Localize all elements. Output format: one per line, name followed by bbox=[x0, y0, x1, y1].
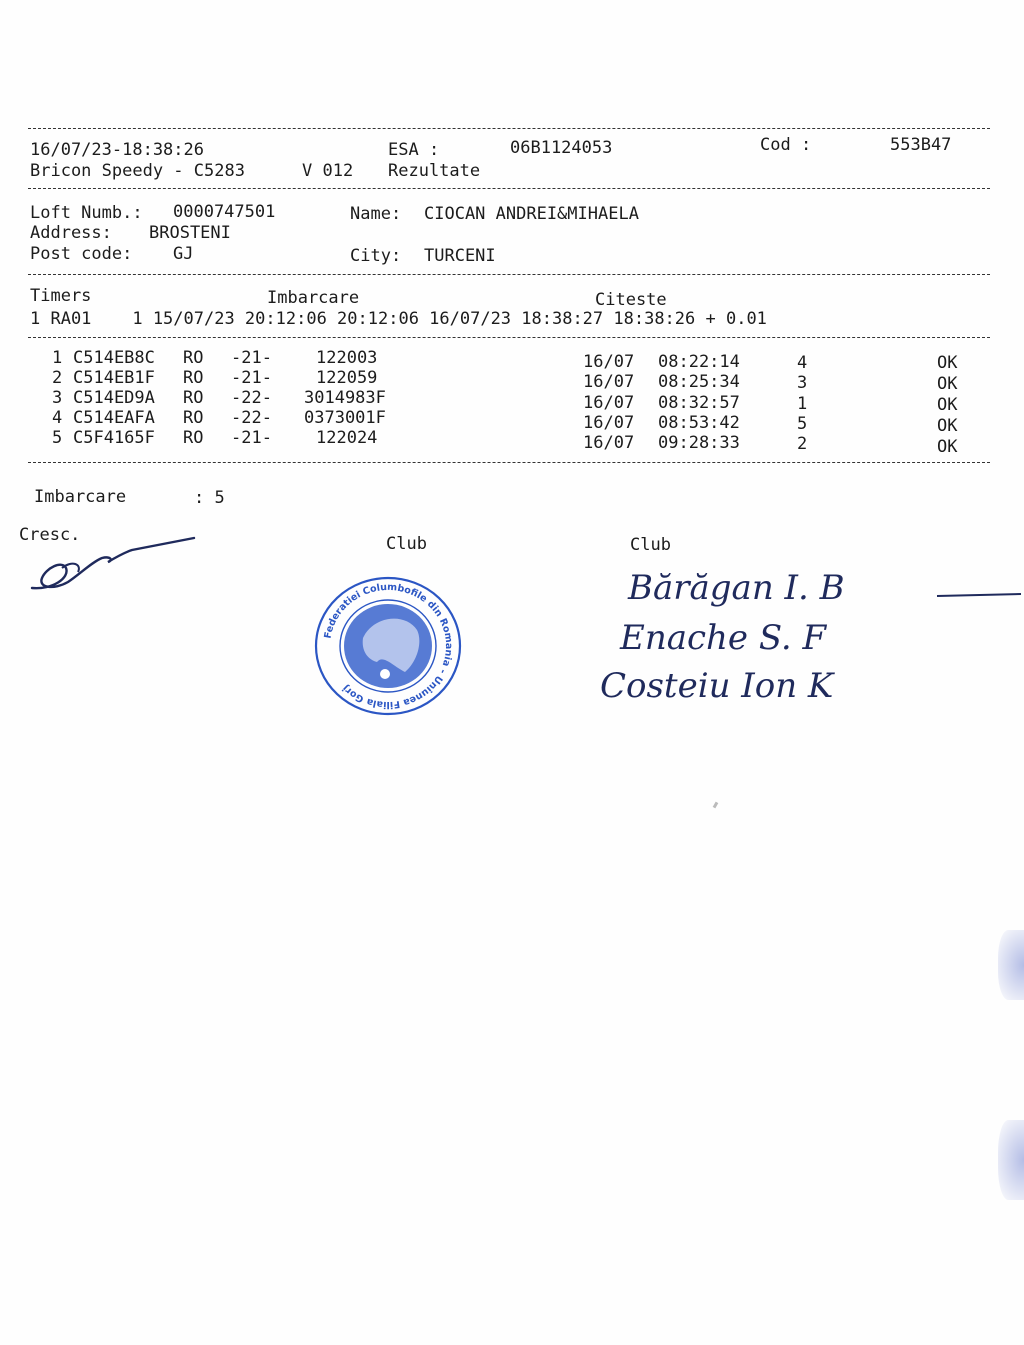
row-index: 5 bbox=[52, 428, 63, 448]
ring-code: C514EB8C bbox=[73, 348, 155, 368]
svg-text:Federatiei Columbofile din Rom: Federatiei Columbofile din Romania - Uniunea Filiala Gorj bbox=[322, 581, 455, 711]
divider bbox=[28, 337, 990, 338]
device-version: V 012 bbox=[302, 161, 354, 181]
status-ok: OK bbox=[937, 374, 958, 394]
address-label: Address: bbox=[30, 223, 112, 243]
row-index: 4 bbox=[52, 408, 63, 428]
arrival-time: 08:53:42 bbox=[658, 413, 740, 433]
arrival-place: 5 bbox=[797, 414, 808, 434]
address-value: BROSTENI bbox=[149, 223, 231, 243]
breeder-signature bbox=[22, 530, 202, 600]
scan-shadow bbox=[998, 1120, 1024, 1200]
arrival-time: 09:28:33 bbox=[658, 433, 740, 453]
divider bbox=[28, 462, 990, 463]
cod-label: Cod : bbox=[760, 135, 812, 155]
arrival-time: 08:22:14 bbox=[658, 352, 740, 372]
document-type: Rezultate bbox=[388, 161, 481, 181]
stamp-text-ring bbox=[313, 576, 463, 716]
ring-code: C5F4165F bbox=[73, 428, 155, 448]
ring-year: -22- bbox=[231, 388, 272, 408]
ring-number: 0373001F bbox=[304, 408, 386, 428]
row-index: 3 bbox=[52, 388, 63, 408]
divider bbox=[28, 274, 990, 275]
divider bbox=[28, 128, 990, 129]
club-stamp bbox=[313, 576, 463, 716]
arrival-date: 16/07 bbox=[583, 372, 635, 392]
arrival-date: 16/07 bbox=[583, 393, 635, 413]
postcode-value: GJ bbox=[173, 244, 194, 264]
ring-country: RO bbox=[183, 428, 204, 448]
summary-imbarcare-label: Imbarcare bbox=[34, 487, 127, 507]
postcode-label: Post code: bbox=[30, 244, 133, 264]
summary-imbarcare-value: : 5 bbox=[194, 488, 225, 508]
status-ok: OK bbox=[937, 416, 958, 436]
arrival-date: 16/07 bbox=[583, 352, 635, 372]
status-ok: OK bbox=[937, 395, 958, 415]
esa-value: 06B1124053 bbox=[510, 138, 613, 158]
ring-number: 122003 bbox=[316, 348, 378, 368]
signature-enache: Enache S. F bbox=[620, 618, 827, 658]
arrival-place: 2 bbox=[797, 434, 808, 454]
arrival-place: 1 bbox=[797, 394, 808, 414]
scan-shadow bbox=[998, 930, 1024, 1000]
arrival-date: 16/07 bbox=[583, 413, 635, 433]
ring-code: C514EAFA bbox=[73, 408, 155, 428]
arrival-time: 08:25:34 bbox=[658, 372, 740, 392]
arrival-time: 08:32:57 bbox=[658, 393, 740, 413]
cresc-label: Cresc. bbox=[19, 525, 81, 545]
citeste-header: Citeste bbox=[595, 290, 667, 310]
ring-year: -22- bbox=[231, 408, 272, 428]
status-ok: OK bbox=[937, 437, 958, 457]
ring-year: -21- bbox=[231, 428, 272, 448]
ring-country: RO bbox=[183, 368, 204, 388]
arrival-place: 4 bbox=[797, 353, 808, 373]
row-index: 1 bbox=[52, 348, 63, 368]
ring-number: 3014983F bbox=[304, 388, 386, 408]
arrival-date: 16/07 bbox=[583, 433, 635, 453]
signature-stroke bbox=[935, 590, 1023, 604]
status-ok: OK bbox=[937, 353, 958, 373]
ring-number: 122024 bbox=[316, 428, 378, 448]
signature-costeiu: Costeiu Ion K bbox=[600, 666, 834, 706]
arrival-place: 3 bbox=[797, 373, 808, 393]
cod-value: 553B47 bbox=[890, 135, 952, 155]
esa-label: ESA : bbox=[388, 140, 440, 160]
signature-baragan: Bărăgan I. B bbox=[628, 568, 845, 608]
scan-speck bbox=[713, 802, 719, 809]
city-value: TURCENI bbox=[424, 246, 496, 266]
club-label-2: Club bbox=[630, 535, 671, 555]
ring-number: 122059 bbox=[316, 368, 378, 388]
name-label: Name: bbox=[350, 204, 402, 224]
club-label-1: Club bbox=[386, 534, 427, 554]
loft-label: Loft Numb.: bbox=[30, 203, 143, 223]
ring-code: C514ED9A bbox=[73, 388, 155, 408]
timers-label: Timers bbox=[30, 286, 92, 306]
ring-year: -21- bbox=[231, 368, 272, 388]
row-index: 2 bbox=[52, 368, 63, 388]
timer-row: 1 RA01 1 15/07/23 20:12:06 20:12:06 16/07/23 18:38:27 18:38:26 + 0.01 bbox=[30, 309, 767, 329]
divider bbox=[28, 188, 990, 189]
ring-year: -21- bbox=[231, 348, 272, 368]
ring-code: C514EB1F bbox=[73, 368, 155, 388]
name-value: CIOCAN ANDREI&MIHAELA bbox=[424, 204, 639, 224]
ring-country: RO bbox=[183, 388, 204, 408]
print-datetime: 16/07/23-18:38:26 bbox=[30, 140, 204, 160]
city-label: City: bbox=[350, 246, 402, 266]
device-name: Bricon Speedy - C5283 bbox=[30, 161, 245, 181]
ring-country: RO bbox=[183, 348, 204, 368]
loft-value: 0000747501 bbox=[173, 202, 276, 222]
imbarcare-header: Imbarcare bbox=[267, 288, 360, 308]
ring-country: RO bbox=[183, 408, 204, 428]
